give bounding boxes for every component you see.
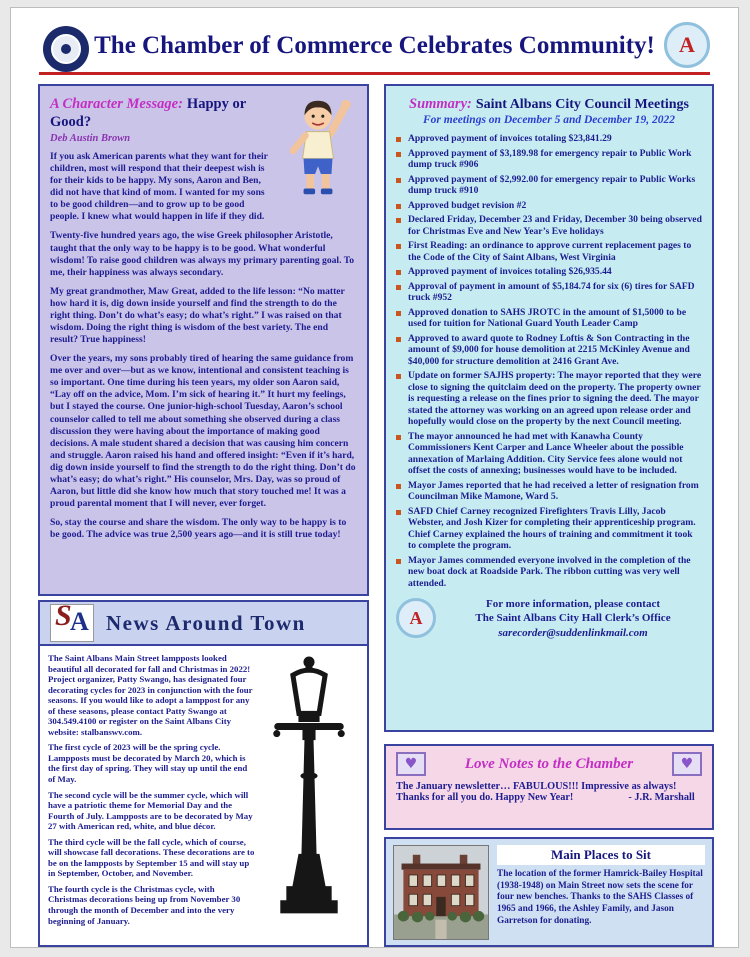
love-notes-header xyxy=(396,752,702,776)
council-bullet: The mayor announced he had met with Kanawha County Commissioners Kent Carper and Lance Wheeler about the possible annexation of Marlaing Addition. City Service fees alone would not offset the costs of annexing; businesses would have to be included. xyxy=(396,431,702,477)
character-message-script: A Character Message: xyxy=(50,96,183,112)
bullet-icon xyxy=(396,204,401,209)
bullet-icon xyxy=(396,218,401,223)
header-divider xyxy=(39,72,710,75)
news-text xyxy=(48,653,255,935)
city-logo: A xyxy=(664,22,710,68)
bullet-icon xyxy=(396,484,401,489)
love-note-line2: Thanks for all you do. Happy New Year! xyxy=(396,792,574,803)
bullet-icon xyxy=(396,311,401,316)
sa-logo-s: S xyxy=(55,599,72,632)
council-bullet: First Reading: an ordinance to approve current replacement pages to the Code of the City of Saint Albans, West Virginia xyxy=(396,240,702,263)
bullet-icon xyxy=(396,285,401,290)
bullet-icon xyxy=(396,374,401,379)
contact-line2: The Saint Albans City Hall Clerk’s Office xyxy=(475,612,671,625)
character-message-headline: Happy or Good? xyxy=(50,96,246,130)
bullet-icon xyxy=(396,559,401,564)
council-bullet: Approved donation to SAHS JROTC in the amount of $1,5000 to be used for tuition for National Guard Youth Leader Camp xyxy=(396,307,702,330)
love-note-signature: - J.R. Marshall xyxy=(628,792,695,803)
council-bullet: Approval of payment in amount of $5,184.74 for six (6) tires for SAFD truck #952 xyxy=(396,281,702,304)
council-bullet: Approved payment of invoices totaling $26,935.44 xyxy=(396,266,702,278)
love-notes-title: Love Notes to the Chamber xyxy=(464,755,634,772)
council-bullet: SAFD Chief Carney recognized Firefighters Travis Lilly, Jacob Webster, and Josh Kizer for completing their apprenticeship program. Chief Carney explained the hours of training and commitment it took to complete the program. xyxy=(396,506,702,552)
bullet-icon xyxy=(396,244,401,249)
paragraph: So, stay the course and share the wisdom. The only way to be happy is to be good. The advice was true 2,500 years ago—and it is still true today! xyxy=(50,517,347,541)
bullet-icon xyxy=(396,270,401,275)
paragraph: If you ask American parents what they want for their children, most will respond that their deepest wish is for their kids to be happy. My sons, Aaron and Ben, did not have that kind of mom. I wanted for my sons to be good children—and to grow up to be good people. I knew what would happen in life if they did. xyxy=(50,151,268,223)
bullet-icon xyxy=(396,152,401,157)
summary-headline: Saint Albans City Council Meetings xyxy=(475,97,689,112)
council-bullet: Approved budget revision #2 xyxy=(396,200,702,212)
council-bullet: Mayor James reported that he had received a letter of resignation from Councilman Mike Mamone, Ward 5. xyxy=(396,480,702,503)
council-bullet: Approved payment of $3,189.98 for emergency repair to Public Work dump truck #906 xyxy=(396,148,702,171)
news-header xyxy=(40,599,367,646)
sa-logo-a: A xyxy=(70,607,89,636)
lamppost-image xyxy=(259,653,359,935)
council-bullet: Approved payment of invoices totaling $23,841.29 xyxy=(396,133,702,145)
main-places-layout xyxy=(393,845,705,939)
summary-script: Summary: xyxy=(409,96,472,112)
council-bullet: Approved payment of $2,992.00 for emergency repair to Public Works dump truck #910 xyxy=(396,174,702,197)
bullet-icon xyxy=(396,510,401,515)
sa-logo xyxy=(50,599,94,642)
page-title: The Chamber of Commerce Celebrates Community! xyxy=(94,32,655,59)
contact-email: sarecorder@suddenlinkmail.com xyxy=(498,626,648,639)
summary-title xyxy=(396,95,702,113)
main-places-title: Main Places to Sit xyxy=(497,845,705,865)
council-bullet: Approved to award quote to Rodney Loftis & Son Contracting in the amount of $9,000 for house demolition at 2215 McKinley Avenue and $40,000 for structure demolition at 2416 Grant Ave. xyxy=(396,333,702,368)
paragraph: The third cycle will be the fall cycle, which of course, will showcase fall decorations. These decorations are to be on the lampposts by September 15 and will stay up in September, October, and November. xyxy=(48,836,255,879)
news-body xyxy=(40,646,367,939)
hospital-building-photo xyxy=(393,845,489,940)
bullet-icon xyxy=(396,137,401,142)
main-places-text: The location of the former Hamrick-Bailey Hospital (1938-1948) on Main Street now sets the scene for four new benches. Thanks to the SAHS Classes of 1965 and 1966, the Ashley Family, and Jason Garretson for donating. xyxy=(497,869,703,926)
paragraph: The Saint Albans Main Street lampposts looked beautiful all decorated for fall and Christmas in 2022! Project organizer, Patty Swango, has designated four decorating cycles for 2023 in conjunction with the four seasons. If you would like to adopt a lamppost for any of these seasons, please contact Patty Swango at 304.549.4100 or register on the Saint Albans City website: stalbanswv.com. xyxy=(48,653,253,737)
paragraph: Twenty-five hundred years ago, the wise Greek philosopher Aristotle, taught that the only way to be happy is to be good. What wonderful wisdom! To raise good children was always my primary parenting goal. To me, their happiness was always secondary. xyxy=(50,230,355,278)
council-bullet: Update on former SAJHS property: The mayor reported that they were close to signing the quitclaim deed on the property. The property owner is requesting a release on the fines prior to signing the deed. The mayor stated the attorney was working on an agreed upon release order and hopefully would close on the property by the next Council meeting. xyxy=(396,370,702,428)
contact-block xyxy=(396,597,702,640)
contact-text xyxy=(444,597,702,640)
news-around-town-section xyxy=(38,600,369,947)
paragraph: The fourth cycle is the Christmas cycle, with Christmas decorations being up from November 30 through the month of December and into the very beginning of January. xyxy=(48,883,241,926)
city-logo-small: A xyxy=(396,598,436,638)
heart-icon: ♥ xyxy=(672,752,702,776)
heart-icon: ♥ xyxy=(396,752,426,776)
paragraph: My great grandmother, Maw Great, added to the life lesson: “No matter how hard it is, dig down inside yourself and find the strength to do the right thing. Don’t do what’s easy; do what’s right.” I was raised on that wisdom. Doing the right thing is wisdom of the best variety. The end result? True happiness! xyxy=(50,285,345,346)
paragraph: Over the years, my sons probably tired of hearing the same guidance from me over and over—but as we know, intentional and consistent teaching is so important. One time during his teen years, my older son Aaron said, “Lay off on the advice, Mom. I’m sick of hearing it.” It hurt my feelings, but I stayed the course. One junior-high-school Tuesday, Aaron’s school counselor called to tell me about something she observed during a class discussion they were having about the importance of making good decisions. A male student shared a decision that was causing him concern and struggle. Aaron raised his hand and offered insight: “Even if it’s hard, dig down inside yourself to find the strength to do the right thing. Don’t do what’s easy; do what’s right.” His counselor, Mrs. Day, was so proud of Aaron, but little did she know how much that story touched me! It was a proud parental moment that I will never, ever forget. xyxy=(50,353,356,510)
paragraph: The second cycle will be the summer cycle, which will have a patriotic theme for Memorial Day and the Fourth of July. Lampposts are to be decorated by May 27 with American red, white, and blue décor. xyxy=(48,789,253,832)
news-title: News Around Town xyxy=(106,610,306,635)
love-notes-section xyxy=(384,744,714,830)
council-summary-section xyxy=(384,84,714,732)
bullet-icon xyxy=(396,337,401,342)
byline: Deb Austin Brown xyxy=(50,133,131,144)
character-message-section xyxy=(38,84,369,596)
main-places-content xyxy=(497,845,705,939)
paragraph: The first cycle of 2023 will be the spring cycle. Lampposts must be decorated by March 20, which is the first day of spring. They will stay up until the end of May. xyxy=(48,742,248,785)
council-bullet: Declared Friday, December 23 and Friday, December 30 being observed for Christmas Eve and New Year’s Eve holidays xyxy=(396,214,702,237)
newsletter-page xyxy=(10,7,739,948)
bullet-icon xyxy=(396,435,401,440)
bullet-icon xyxy=(396,178,401,183)
love-note-line1: The January newsletter… FABULOUS!!! Impressive as always! xyxy=(396,781,677,792)
summary-subtitle: For meetings on December 5 and December 19, 2022 xyxy=(422,114,675,126)
council-bullet: Mayor James commended everyone involved in the completion of the new boat dock at Roadside Park. The ribbon cutting was very well attended. xyxy=(396,555,702,590)
waving-boy-clipart xyxy=(279,95,357,201)
contact-line1: For more information, please contact xyxy=(485,598,661,610)
main-places-section xyxy=(384,837,714,947)
love-note-line2-row xyxy=(396,792,702,803)
